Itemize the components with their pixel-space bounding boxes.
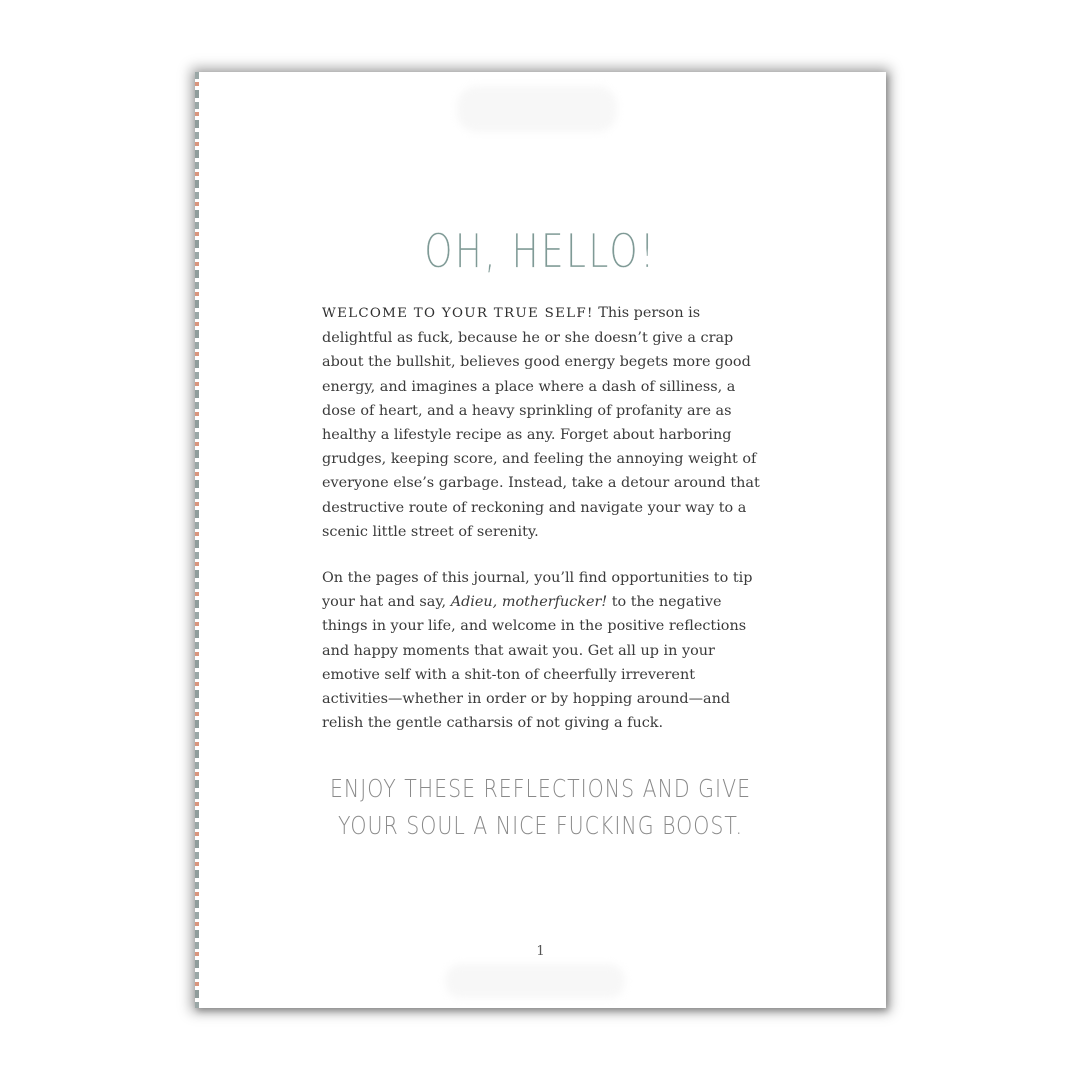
page-title: OH, HELLO! — [424, 224, 657, 278]
faded-footer-area — [445, 964, 625, 998]
closing-statement — [257, 770, 824, 844]
paragraph-lead-caps: WELCOME TO YOUR TRUE SELF! — [322, 306, 594, 321]
paragraph-journal — [322, 566, 762, 735]
closing-line-1: ENJOY THESE REFLECTIONS AND GIVE — [329, 774, 752, 803]
journal-page — [195, 72, 886, 1008]
paragraph-journal-italic: Adieu, motherfucker! — [450, 594, 608, 611]
paragraph-intro-text: This person is delightful as fuck, because he or she doesn’t give a crap about the bullshit, believes good energy begets more good energy, and imagines a place where a dash of silliness, a dose of heart, and a heavy sprinkling of profanity are as healthy a lifestyle recipe as any. Forget about harboring grudges, keeping score, and feeling the annoying weight of everyone else’s garbage. Instead, take a detour around that destructive route of reckoning and navigate your way to a scenic little street of serenity. — [322, 305, 760, 540]
page-number: 1 — [536, 944, 545, 959]
body-text — [322, 301, 762, 757]
paragraph-journal-text-b: to the negative things in your life, and welcome in the positive reflections and happy moments that await you. Get all up in your emotive self with a shit-ton of cheerfully irreverent activities—whether in order or by hopping around—and relish the gentle catharsis of not giving a fuck. — [322, 594, 747, 732]
spine-edge-decoration — [195, 72, 199, 1008]
paragraph-journal-text-a: On the pages of this journal, you’ll find opportunities to tip your hat and say, — [322, 570, 753, 611]
closing-line-2: YOUR SOUL A NICE FUCKING BOOST. — [338, 811, 743, 840]
faded-header-area — [457, 86, 617, 132]
paragraph-intro — [322, 301, 762, 544]
